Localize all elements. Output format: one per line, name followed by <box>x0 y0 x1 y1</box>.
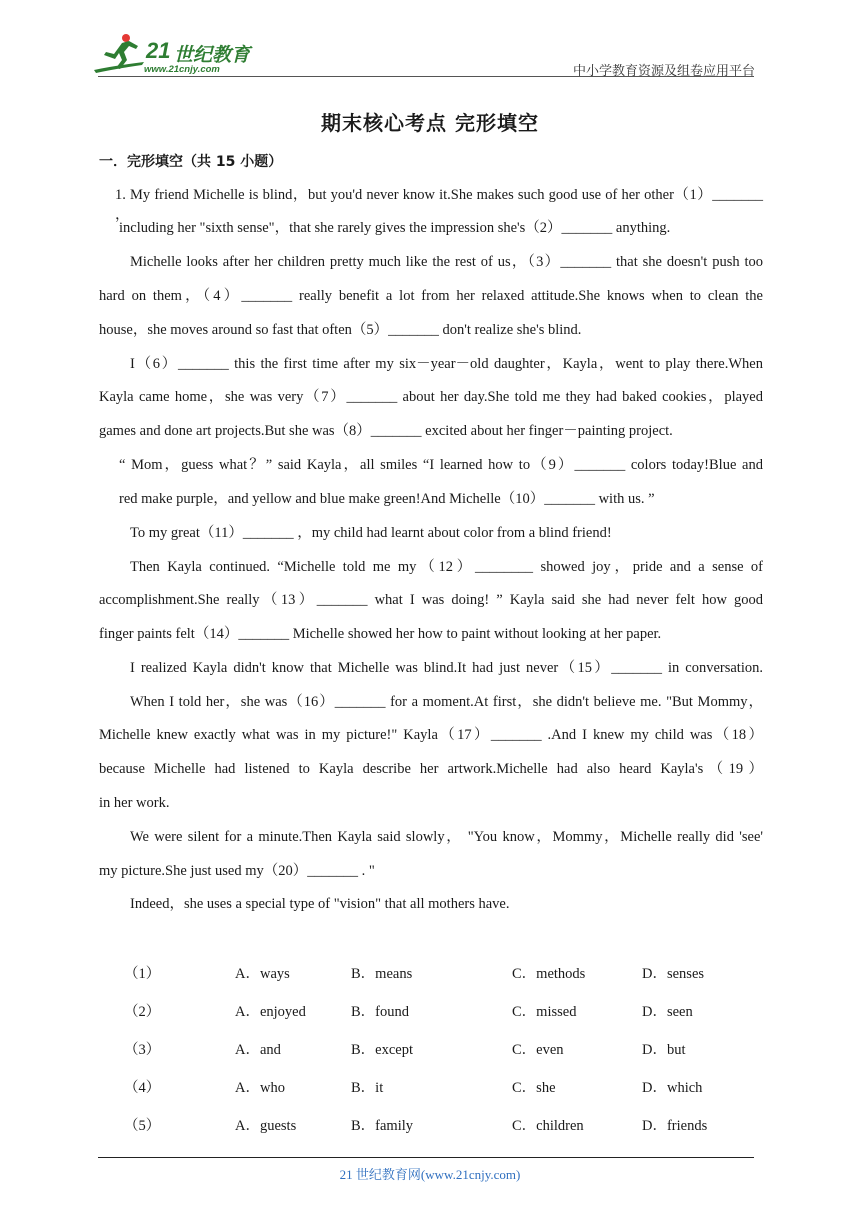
option-d[interactable]: D．but <box>642 1042 686 1058</box>
option-c[interactable]: C．she <box>512 1080 556 1096</box>
option-c[interactable]: C．children <box>512 1118 584 1134</box>
logo-number: 21 <box>146 38 171 63</box>
question-number: （3） <box>124 1042 161 1058</box>
option-c[interactable]: C．even <box>512 1042 564 1058</box>
option-c[interactable]: C．methods <box>512 966 586 982</box>
passage-line: hard on them，（4）_______ really benefit a lot from her relaxed attitude.She knows when to clean the <box>99 288 763 304</box>
option-row <box>0 1039 860 1061</box>
logo-chinese-name: 世纪教育 <box>174 44 251 66</box>
question-number: （5） <box>124 1118 161 1134</box>
passage-line: because Michelle had listened to Kayla describe her artwork.Michelle had also heard Kayla's（19） <box>99 761 763 777</box>
section-heading: 一．完形填空（共 15 小题） <box>99 154 283 170</box>
passage-line: Then Kayla continued. “Michelle told me my（12）________ showed joy，pride and a sense of <box>130 559 763 575</box>
site-logo[interactable] <box>92 32 262 80</box>
footer-divider <box>98 1157 754 1158</box>
option-d[interactable]: D．seen <box>642 1004 693 1020</box>
passage-line: in her work. <box>99 795 170 811</box>
option-row <box>0 963 860 985</box>
option-a[interactable]: A．ways <box>235 966 290 982</box>
passage-line: To my great（11）_______ ，my child had learnt about color from a blind friend! <box>130 525 612 541</box>
footer-link[interactable]: 21 世纪教育网(www.21cnjy.com) <box>339 1167 521 1182</box>
option-a[interactable]: A．enjoyed <box>235 1004 306 1020</box>
option-row <box>0 1001 860 1023</box>
option-d[interactable]: D．senses <box>642 966 705 982</box>
option-d[interactable]: D．which <box>642 1080 703 1096</box>
platform-text: 中小学教育资源及组卷应用平台 <box>572 64 755 79</box>
page-title: 期末核心考点 完形填空 <box>321 111 539 135</box>
passage-line: finger paints felt（14）_______ Michelle showed her how to paint without looking at her paper. <box>99 626 662 642</box>
passage-line: We were silent for a minute.Then Kayla said slowly， "You know，Mommy，Michelle really did 'see' <box>130 829 763 845</box>
passage-line: accomplishment.She really（13）_______ what I was doing! ” Kayla said she had never felt how good <box>99 592 763 608</box>
question-number: （4） <box>124 1080 161 1096</box>
passage-line: Kayla came home，she was very（7）_______ about her day.She told me they had baked cookies，played <box>99 389 763 405</box>
runner-logo-icon <box>92 32 148 76</box>
passage-line: my picture.She just used my（20）_______ . " <box>99 863 375 879</box>
passage-line: “ Mom，guess what？” said Kayla，all smiles “I learned how to（9）_______ colors today!Blue and <box>119 457 763 473</box>
passage-line: I（6）_______ this the first time after my six－year－old daughter，Kayla，went to play there.When <box>130 356 763 372</box>
passage-line: including her "sixth sense"，that she rarely gives the impression she's（2）_______ anything. <box>119 220 671 236</box>
option-a[interactable]: A．who <box>235 1080 285 1096</box>
passage-line: Michelle looks after her children pretty much like the rest of us，（3）_______ that she doesn't push too <box>130 254 763 270</box>
passage-line: 1. My friend Michelle is blind，but you'd never know it.She makes such good use of her other（1）_______ ， <box>115 187 763 223</box>
page-header <box>0 0 860 80</box>
question-number: （1） <box>124 966 161 982</box>
option-b[interactable]: B．found <box>351 1004 409 1020</box>
passage-line: Indeed，she uses a special type of "vision" that all mothers have. <box>130 896 510 912</box>
option-a[interactable]: A．and <box>235 1042 281 1058</box>
passage-line: house，she moves around so fast that often（5）_______ don't realize she's blind. <box>99 322 582 338</box>
option-a[interactable]: A．guests <box>235 1118 297 1134</box>
option-d[interactable]: D．friends <box>642 1118 708 1134</box>
passage-line: games and done art projects.But she was（8）_______ excited about her finger－painting project. <box>99 423 673 439</box>
passage-line: I realized Kayla didn't know that Michelle was blind.It had just never（15）_______ in conversation. <box>130 660 763 676</box>
option-b[interactable]: B．family <box>351 1118 414 1134</box>
option-b[interactable]: B．except <box>351 1042 414 1058</box>
passage-line: When I told her，she was（16）_______ for a moment.At first，she didn't believe me. "But Mommy， <box>130 694 763 710</box>
option-row <box>0 1077 860 1099</box>
question-number: （2） <box>124 1004 161 1020</box>
option-c[interactable]: C．missed <box>512 1004 577 1020</box>
passage-line: red make purple，and yellow and blue make green!And Michelle（10）_______ with us. ” <box>119 491 655 507</box>
option-b[interactable]: B．means <box>351 966 413 982</box>
header-divider <box>98 76 754 77</box>
option-row <box>0 1115 860 1137</box>
logo-url: www.21cnjy.com <box>144 64 220 75</box>
passage-line: Michelle knew exactly what was in my picture!" Kayla（17）_______ .And I knew my child was（18） <box>99 727 763 743</box>
option-b[interactable]: B．it <box>351 1080 384 1096</box>
